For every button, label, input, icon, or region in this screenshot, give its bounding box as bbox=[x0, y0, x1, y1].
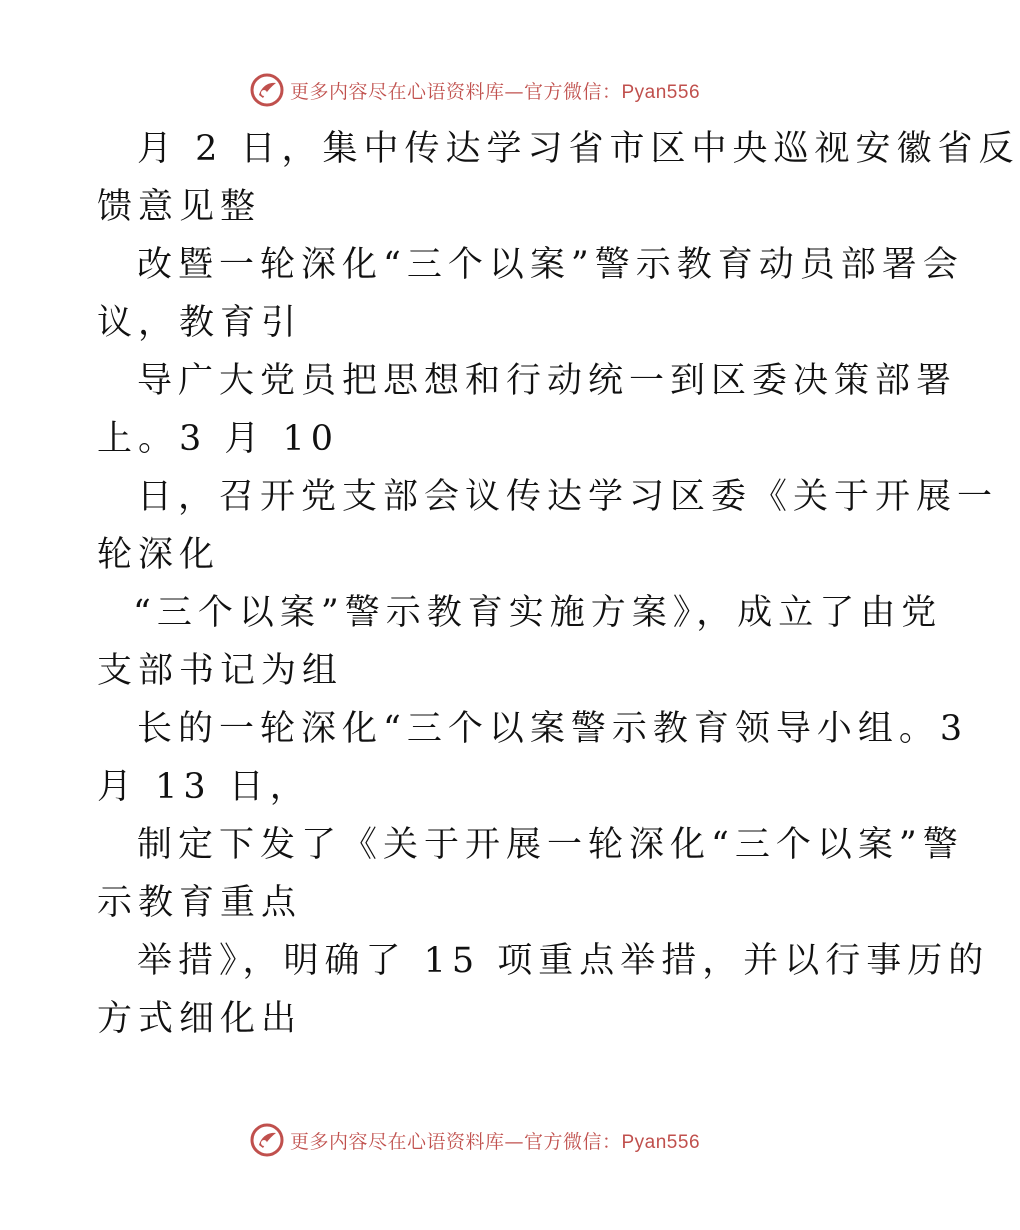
watermark-id: Pyan556 bbox=[621, 1131, 701, 1153]
body-line: 馈意见整 bbox=[97, 187, 262, 227]
body-line: 支部书记为组 bbox=[97, 651, 344, 691]
body-line: 示教育重点 bbox=[97, 883, 303, 923]
body-line: 月 13 日， bbox=[97, 767, 311, 807]
watermark-label: 官方微信： bbox=[523, 1130, 622, 1153]
body-line: 轮深化 bbox=[97, 535, 221, 575]
body-line: 长的一轮深化“三个以案警示教育领导小组。3 bbox=[137, 709, 969, 749]
body-line: 改暨一轮深化“三个以案”警示教育动员部署会 bbox=[137, 245, 964, 285]
body-line: 上。3 月 10 bbox=[97, 419, 340, 459]
watermark-text bbox=[290, 1127, 700, 1154]
watermark-id: Pyan556 bbox=[621, 81, 701, 103]
header-watermark bbox=[0, 70, 950, 110]
body-line: 方式细化出 bbox=[97, 999, 303, 1039]
watermark-text bbox=[290, 77, 700, 104]
body-line: 导广大党员把思想和行动统一到区委决策部署 bbox=[137, 361, 958, 401]
watermark-separator: — bbox=[504, 80, 524, 103]
watermark-separator: — bbox=[504, 1130, 524, 1153]
body-line: “三个以案”警示教育实施方案》，成立了由党 bbox=[133, 593, 943, 633]
watermark-label: 官方微信： bbox=[523, 80, 622, 103]
watermark-site: 更多内容尽在心语资料库 bbox=[289, 1130, 505, 1153]
footer-watermark bbox=[0, 1120, 950, 1160]
document-body bbox=[97, 120, 1020, 1048]
body-line: 日，召开党支部会议传达学习区委《关于开展一 bbox=[137, 477, 999, 517]
body-line: 月 2 日，集中传达学习省市区中央巡视安徽省反 bbox=[137, 129, 1020, 169]
body-line: 议，教育引 bbox=[97, 303, 303, 343]
logo-icon bbox=[250, 73, 284, 107]
watermark-site: 更多内容尽在心语资料库 bbox=[289, 80, 505, 103]
body-line: 制定下发了《关于开展一轮深化“三个以案”警 bbox=[137, 825, 964, 865]
body-line: 举措》，明确了 15 项重点举措，并以行事历的 bbox=[137, 941, 990, 981]
logo-icon bbox=[250, 1123, 284, 1157]
